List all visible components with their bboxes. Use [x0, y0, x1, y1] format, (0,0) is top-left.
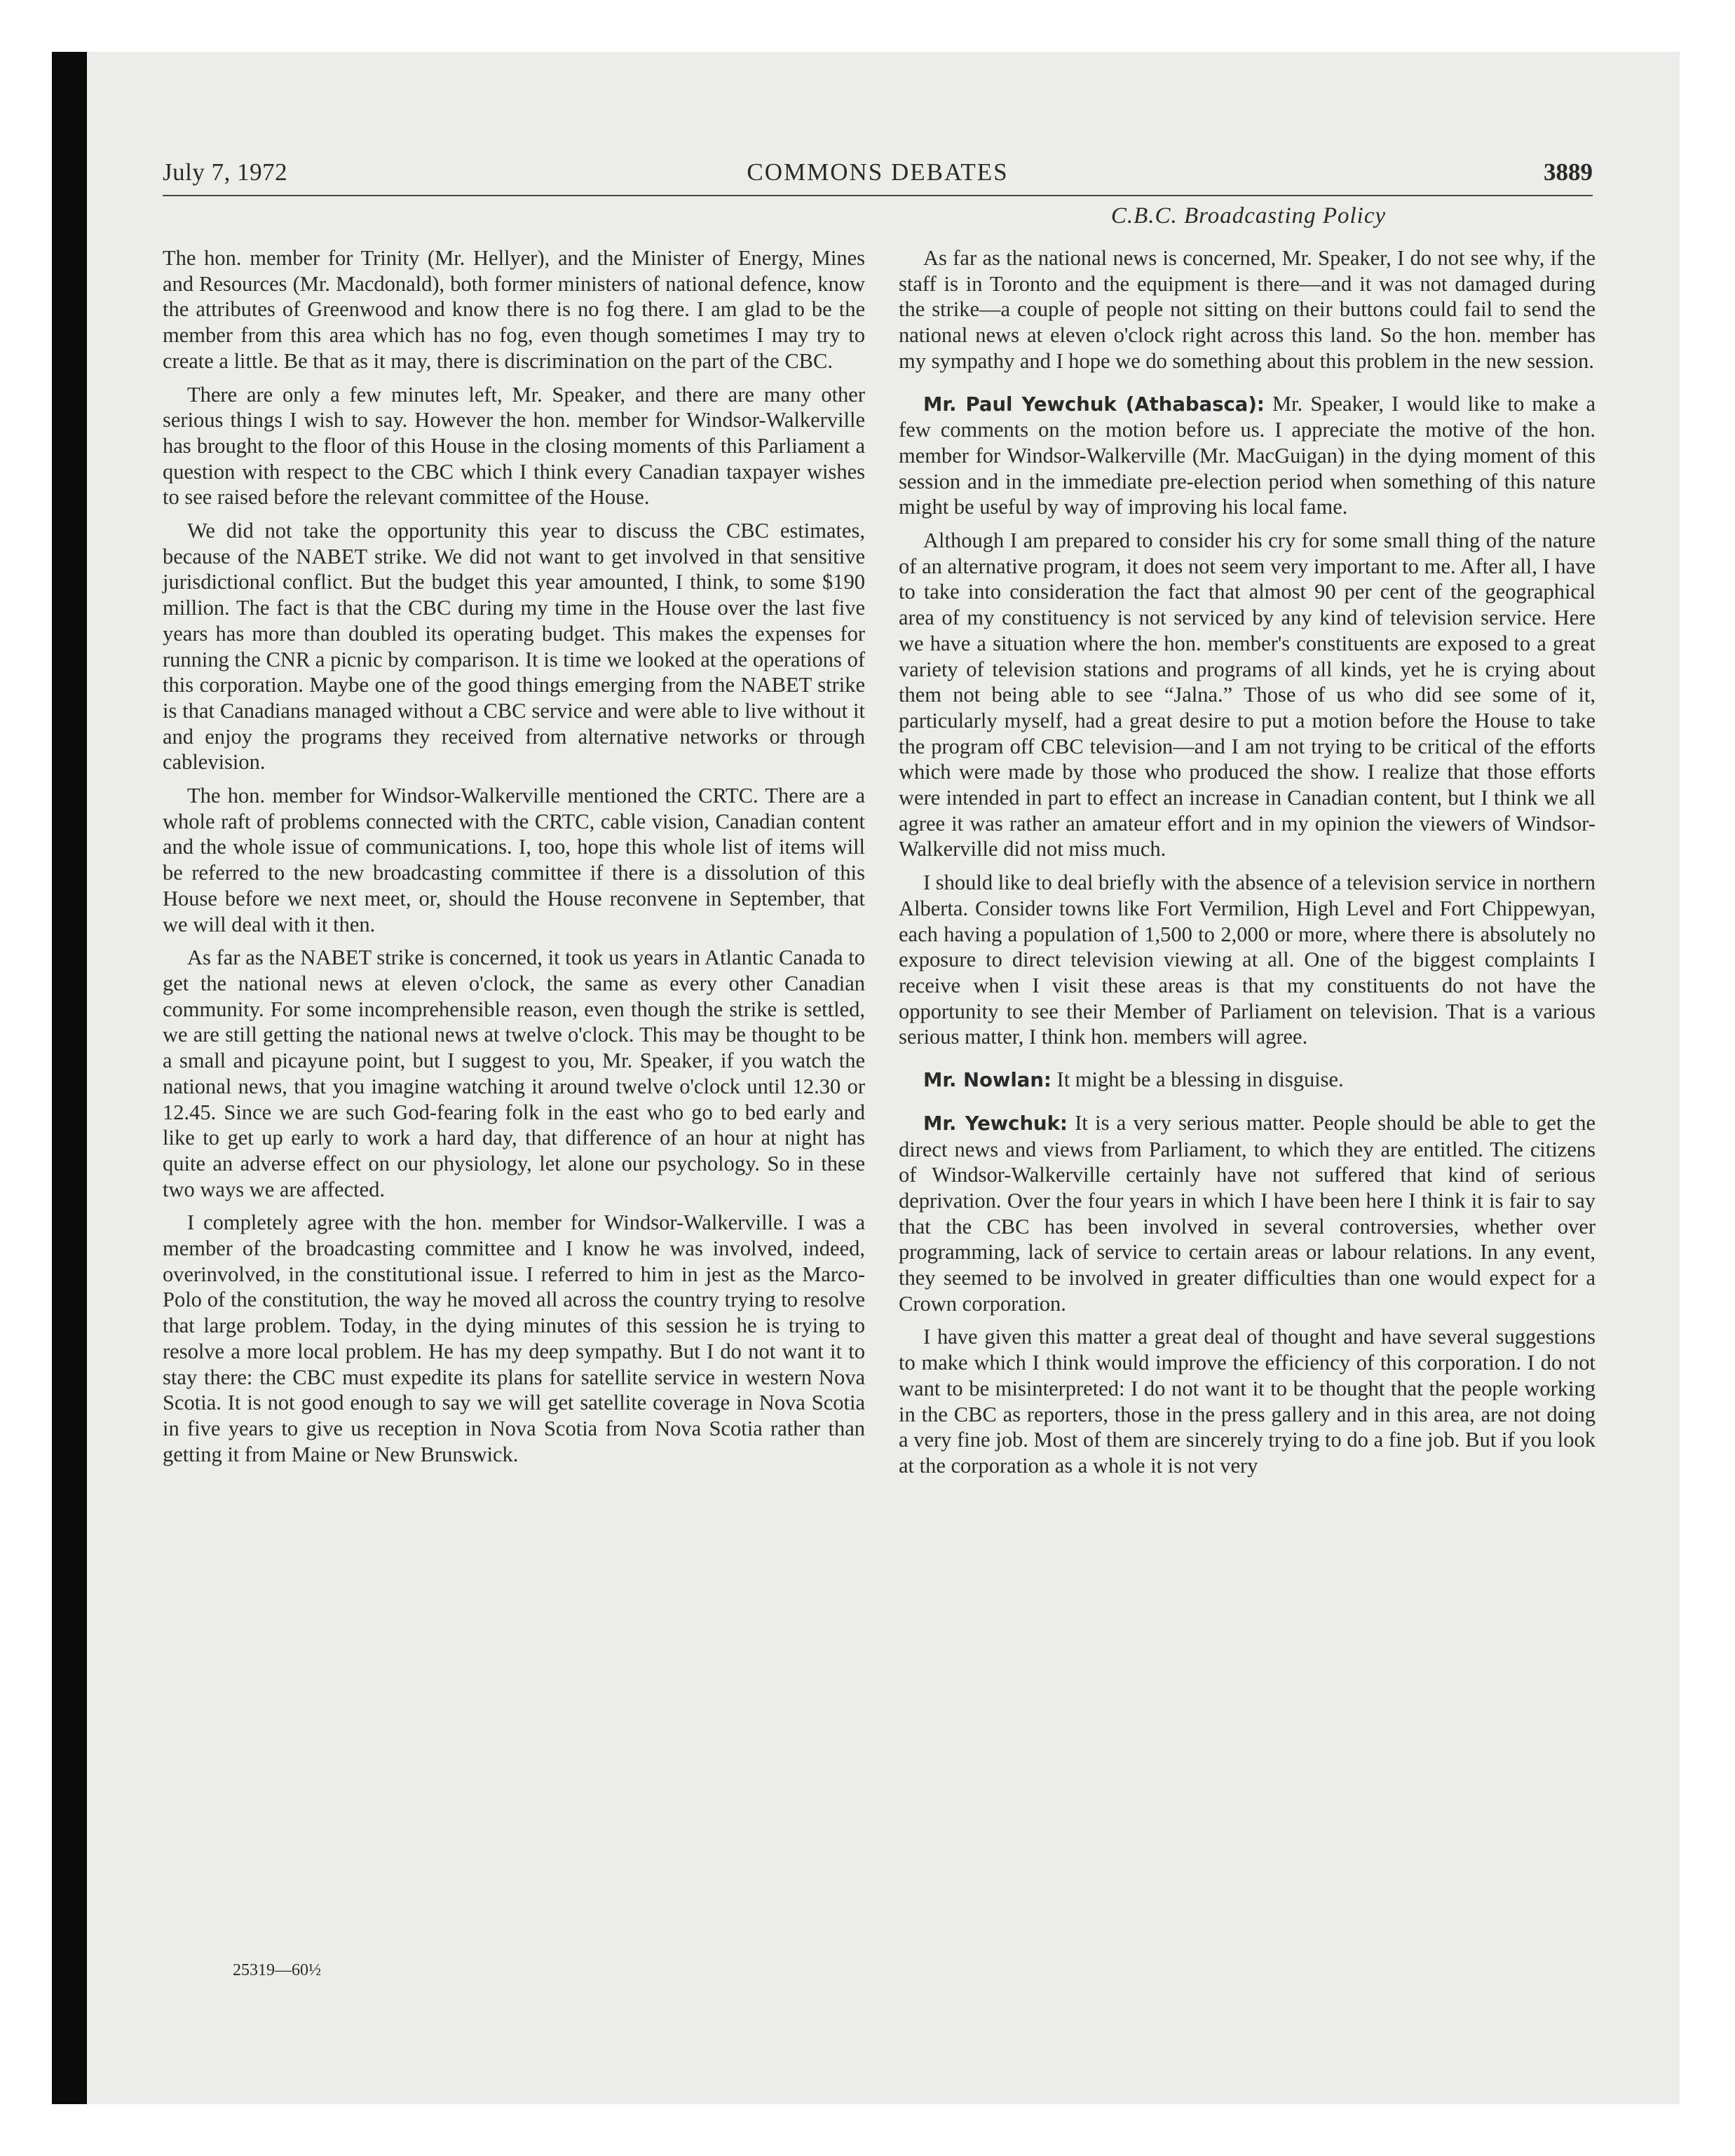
- paragraph: I completely agree with the hon. member for Windsor-Walkerville. I was a member of the broadcasting committee and I know he was involved, indeed, overinvolved, in the constitutional issue. I referred to him in jest as the Marco-Polo of the constitution, the way he moved all across the country trying to resolve that large problem. Today, in the dying minutes of this session he is trying to resolve a more local problem. He has my deep sympathy. But I do not want it to stay there: the CBC must expedite its plans for satellite service in western Nova Scotia. It is not good enough to say we will get satellite coverage in Nova Scotia in five years to give us reception in Nova Scotia from Nova Scotia rather than getting it from Maine or New Brunswick.: [163, 1210, 865, 1466]
- speech-paragraph: [899, 391, 1595, 521]
- speaker-name: Mr. Nowlan:: [923, 1069, 1052, 1092]
- speech-paragraph: [899, 1067, 1595, 1093]
- page-number: 3889: [1544, 158, 1593, 186]
- printer-code: 25319—60½: [233, 1961, 321, 1979]
- speaker-name: Mr. Paul Yewchuk (Athabasca):: [923, 393, 1265, 416]
- speech-text: Mr. Speaker, I would like to make a few comments on the motion before us. I appreciate the motive of the hon. member for Windsor-Walkerville (Mr. MacGuigan) in the dying moment of this session and in the immediate pre-election period when something of this nature might be useful by way of improving his local fame.: [899, 391, 1596, 519]
- binding-edge: [52, 52, 87, 2104]
- paragraph: There are only a few minutes left, Mr. Speaker, and there are many other serious things I wish to say. However the hon. member for Windsor-Walkerville has brought to the floor of this House in the closing moments of this Parliament a question with respect to the CBC which I think every Canadian taxpayer wishes to see raised before the relevant committee of the House.: [163, 382, 865, 510]
- paragraph: I should like to deal briefly with the absence of a television service in northern Alberta. Consider towns like Fort Vermilion, High Level and Fort Chippewyan, each having a population of 1,500 to 2,000 or more, where there is absolutely no exposure to direct television viewing at all. One of the biggest complaints I receive when I visit these areas is that my constituents do not have the opportunity to see their Member of Parliament on television. That is a various serious matter, I think hon. members will agree.: [899, 871, 1595, 1049]
- paragraph: We did not take the opportunity this year to discuss the CBC estimates, because of the NABET strike. We did not want to get involved in that sensitive jurisdictional conflict. But the budget this year amounted, I think, to some $190 million. The fact is that the CBC during my time in the House over the last five years has more than doubled its operating budget. This makes the expenses for running the CNR a picnic by comparison. It is time we looked at the operations of this corporation. Maybe one of the good things emerging from the NABET strike is that Canadians managed without a CBC service and were able to live without it and enjoy the programs they received from alternative networks or through cablevision.: [163, 519, 865, 775]
- header-date: July 7, 1972: [163, 158, 288, 186]
- page-header: [163, 158, 1593, 196]
- left-column: [163, 245, 865, 1475]
- paragraph: The hon. member for Windsor-Walkerville mentioned the CRTC. There are a whole raft of problems connected with the CRTC, cable vision, Canadian content and the whole issue of communications. I, too, hope this whole list of items will be referred to the new broadcasting committee if there is a dissolution of this House before we next meet, or, should the House reconvene in September, that we will deal with it then.: [163, 784, 865, 936]
- right-column: [899, 245, 1595, 1487]
- paragraph: As far as the national news is concerned, Mr. Speaker, I do not see why, if the staff is in Toronto and the equipment is there—and it was not damaged during the strike—a couple of people not sitting on their buttons could fail to send the national news at eleven o'clock right across this land. So the hon. member has my sympathy and I hope we do something about this problem in the new session.: [899, 246, 1595, 373]
- paragraph: Although I am prepared to consider his cry for some small thing of the nature of an alternative program, it does not seem very important to me. After all, I have to take into consideration the fact that almost 90 per cent of the geographical area of my constituency is not serviced by any kind of television service. Here we have a situation where the hon. member's constituents are exposed to a great variety of television stations and programs of all kinds, yet he is crying about them not being able to see “Jalna.” Those of us who did see some of it, particularly myself, had a great desire to put a motion before the House to take the program off CBC television—and I am not trying to be critical of the efforts which were made by those who produced the show. I realize that those efforts were intended in part to effect an increase in Canadian content, but I think we all agree it was rather an amateur effort and in my opinion the viewers of Windsor-Walkerville did not miss much.: [899, 528, 1595, 861]
- speaker-name: Mr. Yewchuk:: [923, 1112, 1068, 1135]
- header-publication: COMMONS DEBATES: [747, 158, 1009, 186]
- paragraph: I have given this matter a great deal of thought and have several suggestions to make which I think would improve the efficiency of this corporation. I do not want to be misinterpreted: I do not want it to be thought that the people working in the CBC as reporters, those in the press gallery and in this area, are not doing a very fine job. Most of them are sincerely trying to do a fine job. But if you look at the corporation as a whole it is not very: [899, 1325, 1595, 1478]
- speech-paragraph: [899, 1110, 1595, 1317]
- paragraph: As far as the NABET strike is concerned, it took us years in Atlantic Canada to get the national news at eleven o'clock, the same as every other Canadian community. For some incomprehensible reason, even though the strike is settled, we are still getting the national news at twelve o'clock. This may be thought to be a small and picayune point, but I suggest to you, Mr. Speaker, if you watch the national news, that you imagine watching it around twelve o'clock until 12.30 or 12.45. Since we are such God-fearing folk in the east who go to bed early and like to get up early to work a hard day, that difference of an hour at night has quite an adverse effect on our physiology, let alone our psychology. So in these two ways we are affected.: [163, 946, 865, 1201]
- speech-text: It might be a blessing in disguise.: [1056, 1067, 1344, 1092]
- running-head: C.B.C. Broadcasting Policy: [1110, 203, 1387, 228]
- paragraph: The hon. member for Trinity (Mr. Hellyer), and the Minister of Energy, Mines and Resources (Mr. Macdonald), both former ministers of national defence, know the attributes of Greenwood and know there is no fog there. I am glad to be the member from this area which has no fog, even though sometimes I may try to create a little. Be that as it may, there is discrimination on the part of the CBC.: [163, 246, 865, 373]
- speech-text: It is a very serious matter. People should be able to get the direct news and views from Parliament, to which they are entitled. The citizens of Windsor-Walkerville certainly have not suffered that kind of serious deprivation. Over the four years in which I have been here I think it is fair to say that the CBC has been involved in several controversies, whether over programming, lack of service to certain areas or labour relations. In any event, they seemed to be involved in greater difficulties than one would expect for a Crown corporation.: [899, 1110, 1596, 1316]
